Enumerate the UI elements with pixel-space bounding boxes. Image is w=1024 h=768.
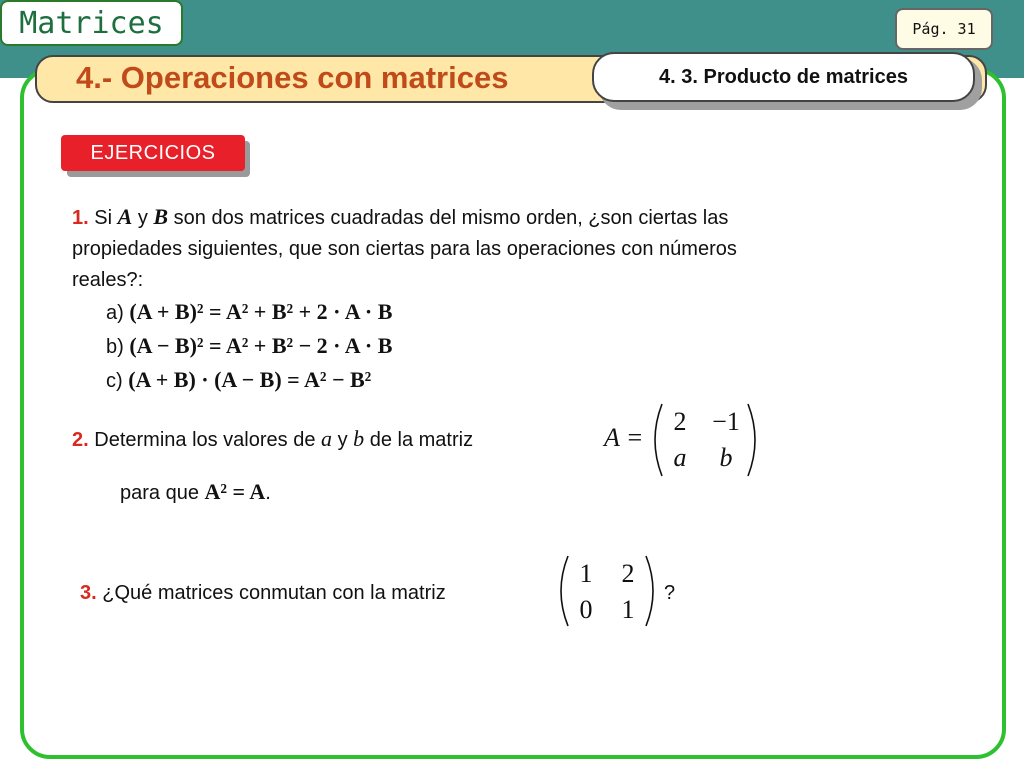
ex1-line1 [72, 205, 728, 230]
section-tag: EJERCICIOS [61, 135, 245, 171]
ex2-matrix [650, 400, 762, 480]
ex2-number: 2. [72, 429, 89, 451]
ex2-matrix-right-paren [748, 404, 755, 476]
ex2-text-y: y [337, 429, 348, 451]
ex1-var-b: B [153, 204, 169, 229]
ex3-matrix-cell-11: 1 [621, 595, 635, 624]
ex2-text-3: de la matriz [369, 429, 474, 451]
ex2-matrix-cell-01: −1 [712, 407, 740, 436]
ex1-item-c [106, 368, 371, 393]
ex2-line2-post: . [265, 482, 271, 504]
ex2-var-a: a [321, 426, 333, 451]
ex1-number: 1. [72, 207, 89, 229]
ex3-matrix-left-paren [561, 556, 568, 626]
ex1-text-rest: son dos matrices cuadradas del mismo orden, ¿son ciertas las [173, 207, 729, 229]
ex3-matrix-cell-01: 2 [621, 559, 635, 588]
ex3-matrix-cell-10: 0 [579, 595, 593, 624]
ex1-line2: propiedades siguientes, que son ciertas para las operaciones con números [72, 238, 737, 260]
ex1-text-y: y [137, 207, 148, 229]
ex1-item-b-formula: (A − B)² = A² + B² − 2 · A · B [129, 333, 393, 358]
ex3-number: 3. [80, 582, 97, 604]
ex1-item-b [106, 334, 392, 359]
ex1-item-b-label: b) [106, 336, 124, 358]
ex1-text-si: Si [94, 207, 113, 229]
ex1-item-a [106, 300, 392, 325]
ex1-item-a-formula: (A + B)² = A² + B² + 2 · A · B [129, 299, 393, 324]
ex2-matrix-cell-10: a [673, 443, 687, 472]
ex3-matrix-right-paren [646, 556, 653, 626]
ex3-text: ¿Qué matrices conmutan con la matriz [102, 582, 446, 604]
ex2-matrix-cell-11: b [719, 443, 733, 472]
ex2-line1 [72, 427, 473, 452]
brand-title: Matrices [19, 5, 164, 41]
ex1-var-a: A [117, 204, 133, 229]
ex3-question-mark: ? [664, 582, 676, 604]
ex2-var-b: b [353, 426, 365, 451]
page-number: Pág. 31 [895, 8, 993, 50]
ex1-item-a-label: a) [106, 302, 124, 324]
brand-tab [0, 0, 183, 46]
ex1-item-c-label: c) [106, 370, 123, 392]
ex2-matrix-name: A = [604, 423, 644, 452]
ex2-matrix-cell-00: 2 [673, 407, 687, 436]
ex2-text-1: Determina los valores de [94, 429, 316, 451]
ex2-matrix-left-paren [655, 404, 662, 476]
ex2-line2 [120, 480, 271, 505]
ex3-matrix [556, 552, 660, 630]
ex3-matrix-cell-00: 1 [579, 559, 593, 588]
ex2-line2-pre: para que [120, 482, 199, 504]
ex1-item-c-formula: (A + B) · (A − B) = A² − B² [128, 367, 372, 392]
ex2-line2-formula: A² = A [204, 479, 266, 504]
subtitle-pill: 4. 3. Producto de matrices [592, 52, 975, 102]
ex1-line3: reales?: [72, 269, 144, 291]
page-title: 4.- Operaciones con matrices [76, 60, 509, 95]
ex3-line [80, 581, 446, 605]
